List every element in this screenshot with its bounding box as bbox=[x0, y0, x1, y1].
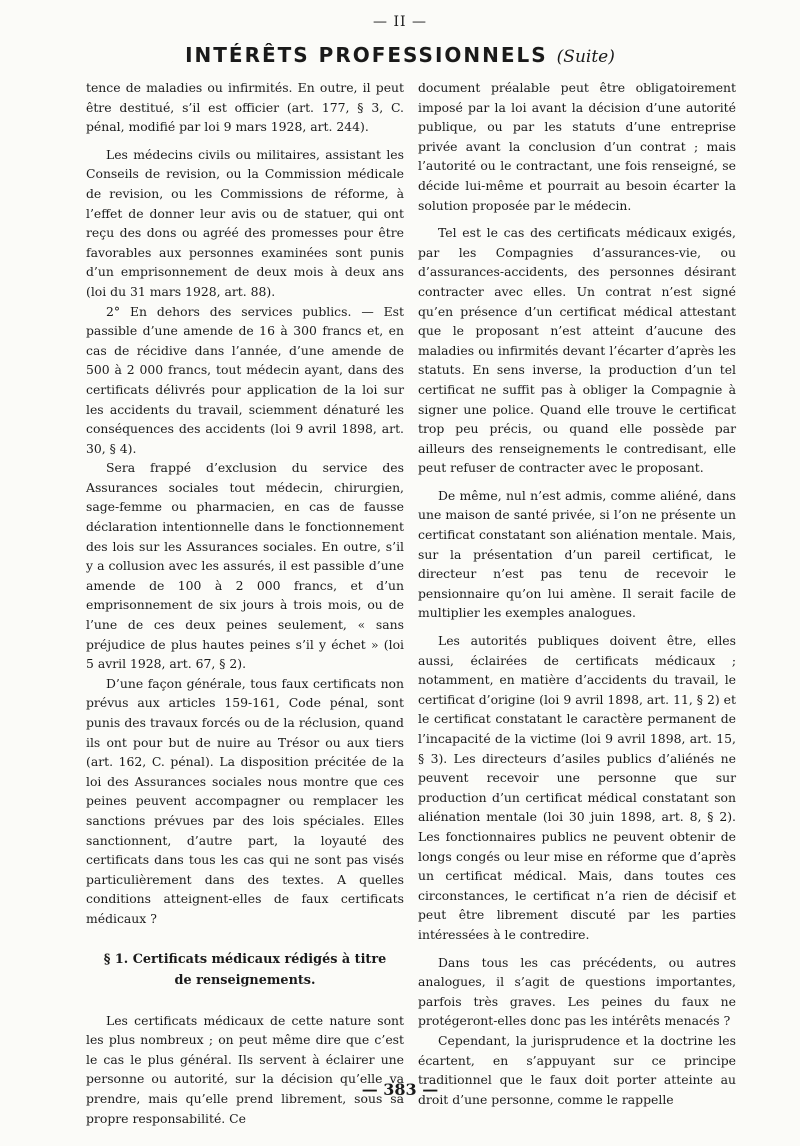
left-column bbox=[86, 78, 404, 1128]
section-heading-line1: § 1. Certificats médicaux rédigés à titre bbox=[103, 951, 387, 967]
paragraph: Les médecins civils ou militaires, assistant les Conseils de revision, ou la Commission médicale de revision, ou les Commissions de réforme, à l’effet de donner leur avis ou de statuer, qui ont reçu des dons ou agréé des promesses pour être favorables aux personnes examinées sont punis d’un emprisonnement de deux mois à deux ans (loi du 31 mars 1928, art. 88). bbox=[86, 146, 404, 299]
running-head-page-marker: — II — bbox=[373, 14, 427, 30]
paragraph: Sera frappé d’exclusion du service des Assurances sociales tout médecin, chirurgien, sage-femme ou pharmacien, en cas de fausse déclaration intentionnelle dans le fonctionnement des lois sur les Assurances sociales. En outre, s’il y a collusion avec les assurés, il est passible d’une amende de 100 à 2 000 francs, et d’un emprisonnement de six jours à trois mois, ou de l’une de ces deux peines seulement, « sans préjudice de plus hautes peines s’il y échet » (loi 5 avril 1928, art. 67, § 2). bbox=[86, 460, 404, 672]
page-number: — 383 — bbox=[361, 1080, 439, 1099]
paragraph: Dans tous les cas précédents, ou autres analogues, il s’agit de questions importantes, parfois très graves. Les peines du faux ne protégeront-elles donc pas les intérêts menacés ? bbox=[418, 954, 736, 1029]
section-title bbox=[0, 43, 800, 67]
paragraph: Les autorités publiques doivent être, elles aussi, éclairées de certificats médicaux ; notamment, en matière d’accidents du travail, le certificat d’origine (loi 9 avril 1898, art. 11, § 2) et le certificat constatant le caractère permanent de l’incapacité de la victime (loi 9 avril 1898, art. 15, § 3). Les directeurs d’asiles publics d’aliénés ne peuvent recevoir une personne que sur production d’un certificat médical constatant son aliénation mentale (loi 30 juin 1898, art. 8, § 2). Les fonctionnaires publics ne peuvent obtenir de longs congés ou leur mise en réforme que d’après un certificat médical. Mais, dans toutes ces circonstances, le certificat n’a rien de décisif et peut être librement discuté par les parties intéressées à le contredire. bbox=[418, 633, 736, 942]
paragraph: 2° En dehors des services publics. — Est passible d’une amende de 16 à 300 francs et, en cas de récidive dans l’année, d’une amende de 500 à 2 000 francs, tout médecin ayant, dans des certificats délivrés pour application de la loi sur les accidents du travail, sciemment dénaturé les conséquences des accidents (loi 9 avril 1898, art. 30, § 4). bbox=[86, 303, 404, 456]
paragraph: document préalable peut être obligatoirement imposé par la loi avant la décision d’une autorité publique, ou par les statuts d’une entreprise privée avant la conclusion d’un contrat ; mais l’autorité ou le contractant, une fois renseigné, se décide lui-même et pourrait au besoin écarter la solution proposée par le médecin. bbox=[418, 80, 736, 213]
section-title-suffix: (Suite) bbox=[556, 47, 615, 67]
section-title-text: INTÉRÊTS PROFESSIONNELS bbox=[185, 43, 548, 67]
section-heading-line2: de renseignements. bbox=[174, 972, 316, 988]
paragraph: De même, nul n’est admis, comme aliéné, dans une maison de santé privée, si l’on ne présente un certificat constatant son aliénation mentale. Mais, sur la présentation d’un pareil certificat, le directeur n’est pas tenu de recevoir le pensionnaire qu’on lui amène. Il serait facile de multiplier les exemples analogues. bbox=[418, 487, 736, 621]
paragraph: Cependant, la jurisprudence et la doctrine les écartent, en s’appuyant sur ce principe traditionnel que le faux doit porter atteinte au droit d’une personne, comme le rappelle bbox=[418, 1032, 736, 1107]
paragraph: Les certificats médicaux de cette nature sont les plus nombreux ; on peut même dire que c’est le cas le plus général. Ils servent à éclairer une personne ou autorité, sur la décision qu’elle va prendre, mais qu’elle prend librement, sous sa propre responsabilité. Ce bbox=[86, 1012, 404, 1126]
paragraph: tence de maladies ou infirmités. En outre, il peut être destitué, s’il est officier (art. 177, § 3, C. pénal, modifié par loi 9 mars 1928, art. 244). bbox=[86, 80, 404, 135]
paragraph: Tel est le cas des certificats médicaux exigés, par les Compagnies d’assurances-vie, ou d’assurances-accidents, des personnes désirant contracter avec elles. Un contrat n’est signé qu’en présence d’un certificat médical attestant que le proposant n’est atteint d’aucune des maladies ou infirmités devant l’écarter d’après les statuts. En sens inverse, la production d’un tel certificat ne suffit pas à obliger la Compagnie à signer une police. Quand elle trouve le certificat trop peu précis, ou quand elle possède par ailleurs des renseignements le contredisant, elle peut refuser de contracter avec le proposant. bbox=[418, 225, 736, 476]
section-heading bbox=[86, 949, 404, 991]
paragraph: D’une façon générale, tous faux certificats non prévus aux articles 159-161, Code pénal, sont punis des travaux forcés ou de la réclusion, quand ils ont pour but de nuire au Trésor ou aux tiers (art. 162, C. pénal). La disposition précitée de la loi des Assurances sociales nous montre que ces peines peuvent accompagner ou remplacer les sanctions prévues par des lois spéciales. Elles sanctionnent, d’autre part, la loyauté des certificats dans tous les cas qui ne sont pas visés particulièrement dans des textes. A quelles conditions atteignent-elles de faux certificats médicaux ? bbox=[86, 675, 404, 926]
right-column bbox=[418, 78, 736, 1109]
